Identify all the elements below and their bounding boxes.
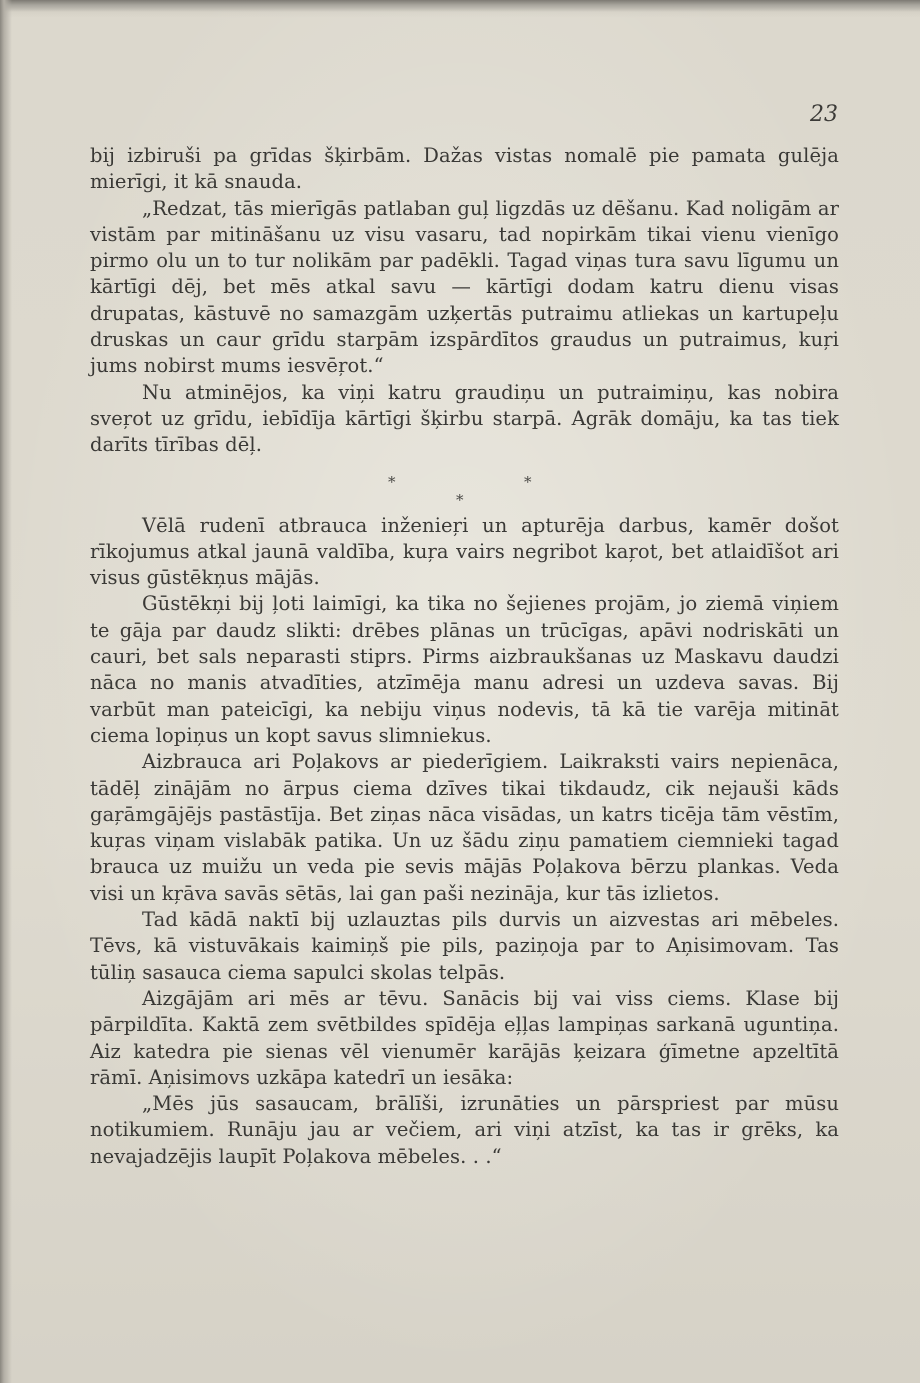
paragraph-recollection: Nu atminējos, ka viņi katru graudiņu un putraimiņu, kas nobira sveŗot uz grīdu, iebīdīja kārtīgi šķirbu starpā. Agrāk domāju, ka tas tiek darīts tīrības dēļ.: [90, 380, 839, 457]
asterisk-right: *: [524, 472, 532, 491]
paragraph-night-theft: Tad kādā naktī bij uzlauztas pils durvis un aizvestas ari mēbeles. Tēvs, kā vistuvākais kaimiņš pie pils, paziņoja par to Aņisimovam. Tas tūliņ sasauca ciema sapulci skolas telpās.: [90, 908, 839, 984]
paragraph-speech: „Mēs jūs sasaucam, brālīši, izrunāties un pārspriest par mūsu notikumiem. Runāju jau ar večiem, ari viņi atzīst, ka tas ir grēks, ka nevajadzējis laupīt Poļakova mēbeles. . .“: [90, 1092, 839, 1168]
section-break-asterism: [90, 459, 839, 513]
paragraph-engineers: Vēlā rudenī atbrauca inženieŗi un apturēja darbus, kamēr došot rīkojumus atkal jaunā valdība, kuŗa vairs negribot kaŗot, bet atlaidīšot ari visus gūstēkņus mājās.: [90, 513, 839, 590]
paragraph-quote-hens: „Redzat, tās mierīgās patlaban guļ ligzdās uz dēšanu. Kad noligām ar vistām par mitināšanu uz visu vasaru, tad nopirkām tikai vienu vienīgo pirmo olu un to tur nolikām par padēkli. Tagad viņas tura savu līgumu un kārtīgi dēj, bet mēs atkal savu — kārtīgi dodam katru dienu visas drupatas, kāstuvē no samazgām uzķertās putraimu atliekas un kartupeļu druskas un caur grīdu starpām izspārdītos graudus un putraimus, kuŗi jums nobirst mums iesvēŗot.“: [90, 196, 839, 378]
page-number: 23: [810, 102, 838, 127]
asterisk-bottom: *: [456, 490, 464, 509]
asterisk-left: *: [388, 472, 396, 491]
paragraph-continuation: bij izbiruši pa grīdas šķirbām. Dažas vistas nomalē pie pamata gulēja mierīgi, it kā snauda.: [90, 144, 839, 194]
body-text: [90, 143, 839, 1170]
paragraph-meeting: Aizgājām ari mēs ar tēvu. Sanācis bij vai viss ciems. Klase bij pārpildīta. Kaktā zem svētbildes spīdēja eļļas lampiņas sarkanā uguntiņa. Aiz katedra pie sienas vēl vienumēr karājās ķeizara ģīmetne apzeltītā rāmī. Aņisimovs uzkāpa katedrī un iesāka:: [90, 986, 839, 1089]
page-left-edge-shadow: [0, 0, 12, 1383]
page-top-edge-shadow: [0, 0, 920, 12]
paragraph-polakov: Aizbrauca ari Poļakovs ar piederīgiem. Laikraksti vairs nepienāca, tādēļ zinājām no ārpus ciema dzīves tikai tikdaudz, cik nejauši kāds gaŗāmgājējs pastāstīja. Bet ziņas nāca visādas, un katrs ticēja tām vēstīm, kuŗas viņam vislabāk patika. Un uz šādu ziņu pamatiem ciemnieki tagad brauca uz muižu un veda pie sevis mājās Poļakova bērzu plankas. Veda visi un kŗāva savās sētās, lai gan paši nezināja, kur tās izlietos.: [90, 750, 839, 905]
paragraph-prisoners: Gūstēkņi bij ļoti laimīgi, ka tika no šejienes projām, jo ziemā viņiem te gāja par daudz slikti: drēbes plānas un trūcīgas, apāvi nodriskāti un cauri, bet sals neparasti stiprs. Pirms aizbraukšanas uz Maskavu daudzi nāca no manis atvadīties, atzīmēja manu adresi un uzdeva savas. Bij varbūt man pateicīgi, ka nebiju viņus nodevis, tā kā tie varēja mitināt ciema lopiņus un kopt savus slimniekus.: [90, 592, 839, 747]
